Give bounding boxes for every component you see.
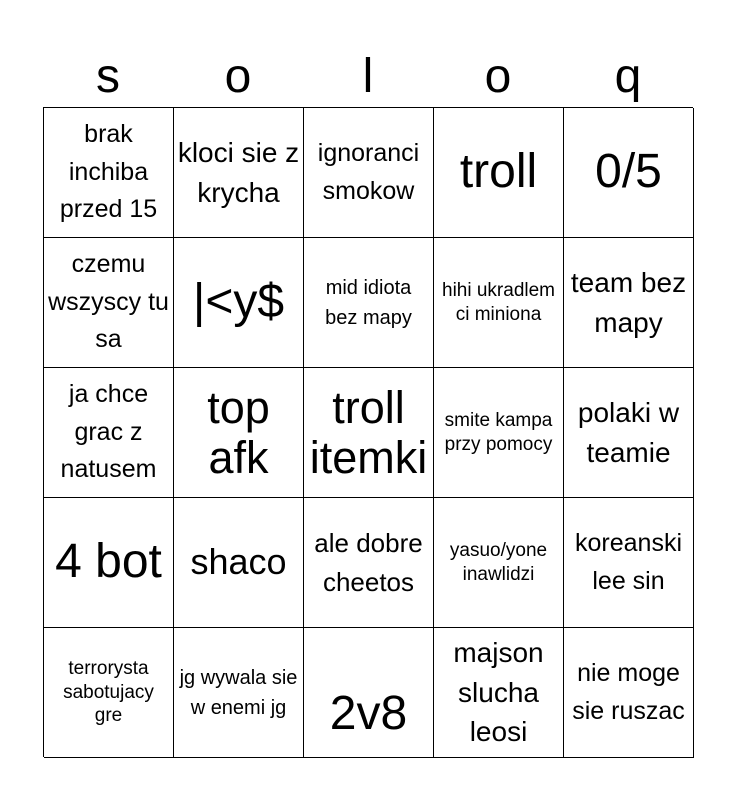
bingo-cell[interactable] [44,368,174,498]
bingo-cell-label: kloci sie z krycha [177,136,300,208]
bingo-cell-label: |<y$ [192,275,285,329]
bingo-cell[interactable] [304,368,434,498]
bingo-cell-label: brak inchiba przed 15 [59,120,158,224]
bingo-cell[interactable] [44,108,174,238]
bingo-cell-label: 2v8 [329,687,408,741]
header-letter-o: o [224,50,252,103]
bingo-cell[interactable] [44,628,174,758]
bingo-cell[interactable] [304,238,434,368]
bingo-cell-label: nie moge sie ruszac [572,659,685,725]
bingo-cell-label: majson slucha leosi [453,636,544,748]
bingo-cell[interactable] [564,108,694,238]
bingo-cell[interactable] [44,238,174,368]
bingo-cell-label: ja chce grac z natusem [60,380,157,484]
header-letter-l: l [362,50,374,103]
bingo-cell-label: 0/5 [595,145,662,199]
bingo-cell-label: smite kampa przy pomocy [444,409,553,455]
bingo-cell-label: 4 bot [55,535,162,589]
bingo-header [43,48,693,106]
bingo-cell[interactable] [304,108,434,238]
bingo-cell[interactable] [174,238,304,368]
bingo-cell[interactable] [44,498,174,628]
header-letter-o-2: o [484,50,512,103]
bingo-cell-label: terrorysta sabotujacy gre [63,657,154,727]
bingo-cell-label: yasuo/yone inawlidzi [449,539,548,585]
bingo-cell-label: shaco [190,541,287,583]
bingo-cell[interactable] [174,108,304,238]
bingo-cell-label: troll itemki [309,382,428,483]
bingo-cell[interactable] [304,498,434,628]
bingo-cell[interactable] [564,498,694,628]
bingo-cell-label: ale dobre cheetos [314,527,423,597]
bingo-cell-label: mid idiota bez mapy [325,276,412,329]
bingo-cell[interactable] [174,368,304,498]
bingo-cell[interactable] [434,498,564,628]
bingo-cell[interactable] [564,368,694,498]
bingo-cell[interactable] [304,628,434,758]
bingo-cell[interactable] [434,238,564,368]
bingo-cell[interactable] [174,498,304,628]
bingo-cell[interactable] [434,368,564,498]
bingo-cell-label: polaki w teamie [577,396,680,468]
bingo-cell[interactable] [434,628,564,758]
bingo-cell-label: czemu wszyscy tu sa [48,250,169,354]
bingo-board [43,107,693,757]
bingo-cell[interactable] [434,108,564,238]
bingo-cell-label: koreanski lee sin [575,529,682,595]
bingo-cell[interactable] [564,628,694,758]
bingo-cell[interactable] [564,238,694,368]
header-letter-q: q [614,50,642,103]
bingo-cell-label: team bez mapy [570,266,687,338]
bingo-cell-label: hihi ukradlem ci miniona [442,279,555,325]
bingo-cell-label: jg wywala sie w enemi jg [179,666,298,719]
bingo-cell-label: top afk [207,382,270,483]
bingo-cell-label: troll [459,145,538,199]
bingo-cell[interactable] [174,628,304,758]
header-letter-s: s [96,50,120,103]
bingo-cell-label: ignoranci smokow [317,139,420,205]
